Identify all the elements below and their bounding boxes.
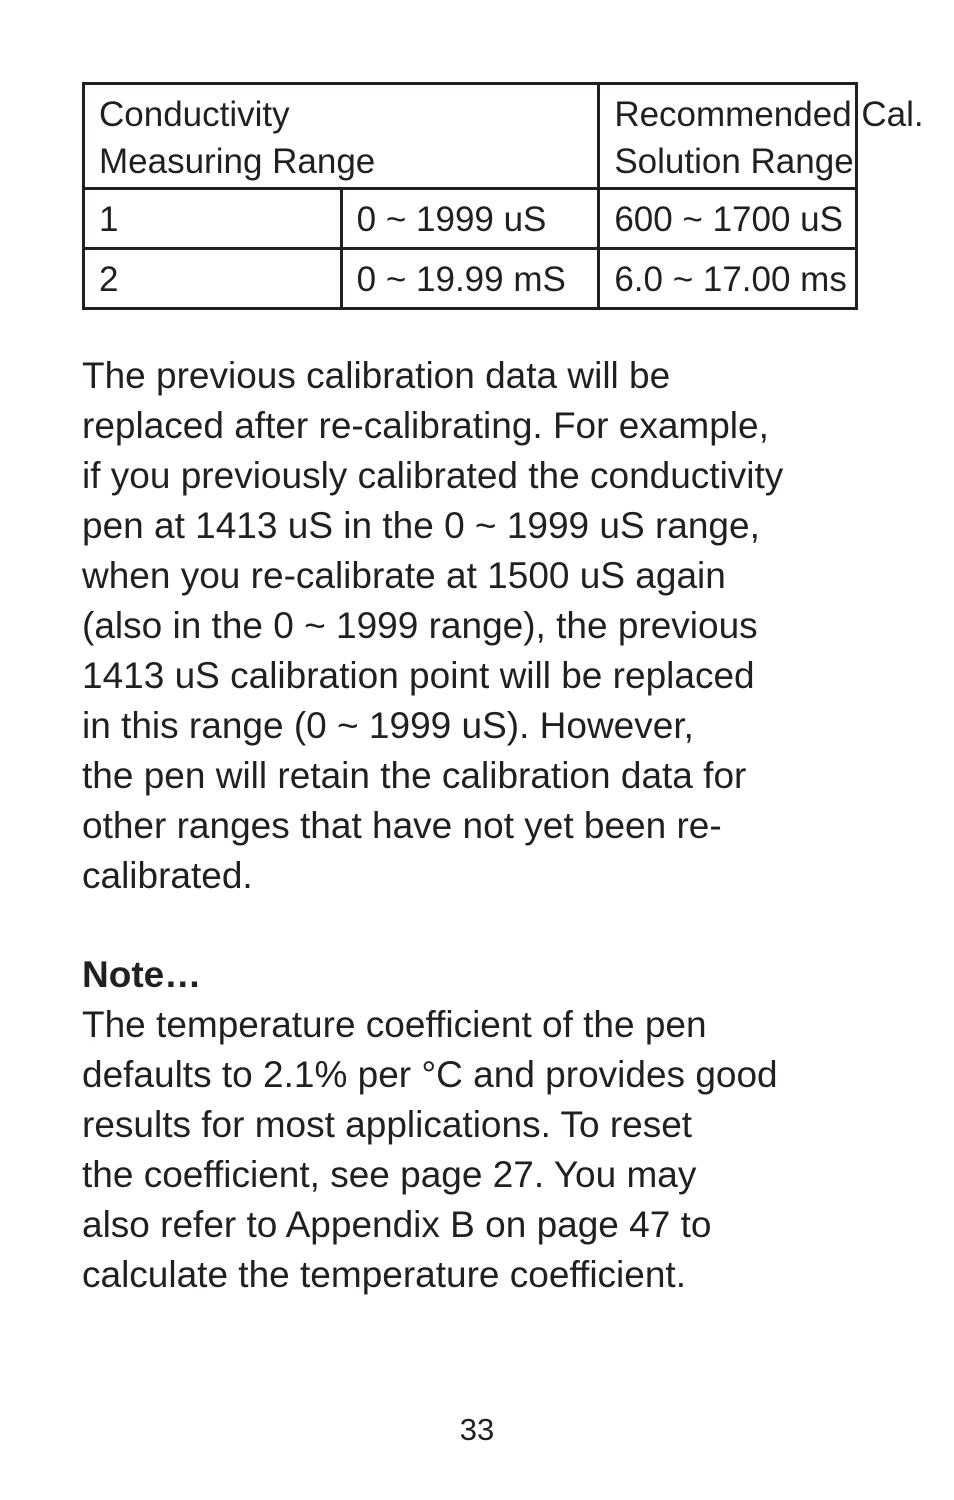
calibration-range-table [82,82,924,310]
text-line: (also in the 0 ~ 1999 range), the previous [82,605,758,646]
header-recommended-range-line1: Recommended Cal. [614,95,924,134]
row-recommended-range: 6.0 ~ 17.00 ms [599,249,857,309]
note-heading: Note… [82,954,202,995]
header-recommended-range [599,84,924,189]
text-line: replaced after re-calibrating. For example, [82,405,769,446]
table-row [84,249,857,309]
text-line: if you previously calibrated the conductivity [82,455,784,496]
text-line: The temperature coefficient of the pen [82,1004,707,1045]
row-recommended-range: 600 ~ 1700 uS [599,189,857,249]
text-line: 1413 uS calibration point will be replaced [82,655,755,696]
text-line: also refer to Appendix B on page 47 to [82,1204,712,1245]
header-measuring-range [84,84,599,189]
text-line: in this range (0 ~ 1999 uS). However, [82,705,694,746]
row-number: 2 [84,249,342,309]
note-paragraph [82,1000,882,1300]
text-line: results for most applications. To reset [82,1104,693,1145]
text-line: the pen will retain the calibration data for [82,755,747,796]
page-number: 33 [459,1412,495,1447]
text-line: when you re-calibrate at 1500 uS again [82,555,726,596]
recalibration-paragraph [82,351,882,901]
text-line: calculate the temperature coefficient. [82,1254,686,1295]
text-line: calibrated. [82,855,253,896]
row-measuring-range: 0 ~ 1999 uS [341,189,599,249]
text-line: the coefficient, see page 27. You may [82,1154,697,1195]
header-recommended-range-line2: Solution Range [614,142,854,181]
table-row [84,189,857,249]
text-line: The previous calibration data will be [82,355,671,396]
text-line: other ranges that have not yet been re- [82,805,722,846]
row-number: 1 [84,189,342,249]
row-measuring-range: 0 ~ 19.99 mS [341,249,599,309]
header-measuring-range-line1: Conductivity [99,95,290,134]
text-line: defaults to 2.1% per °C and provides good [82,1054,778,1095]
header-measuring-range-line2: Measuring Range [99,142,376,181]
table-header-row [84,84,857,189]
text-line: pen at 1413 uS in the 0 ~ 1999 uS range, [82,505,760,546]
